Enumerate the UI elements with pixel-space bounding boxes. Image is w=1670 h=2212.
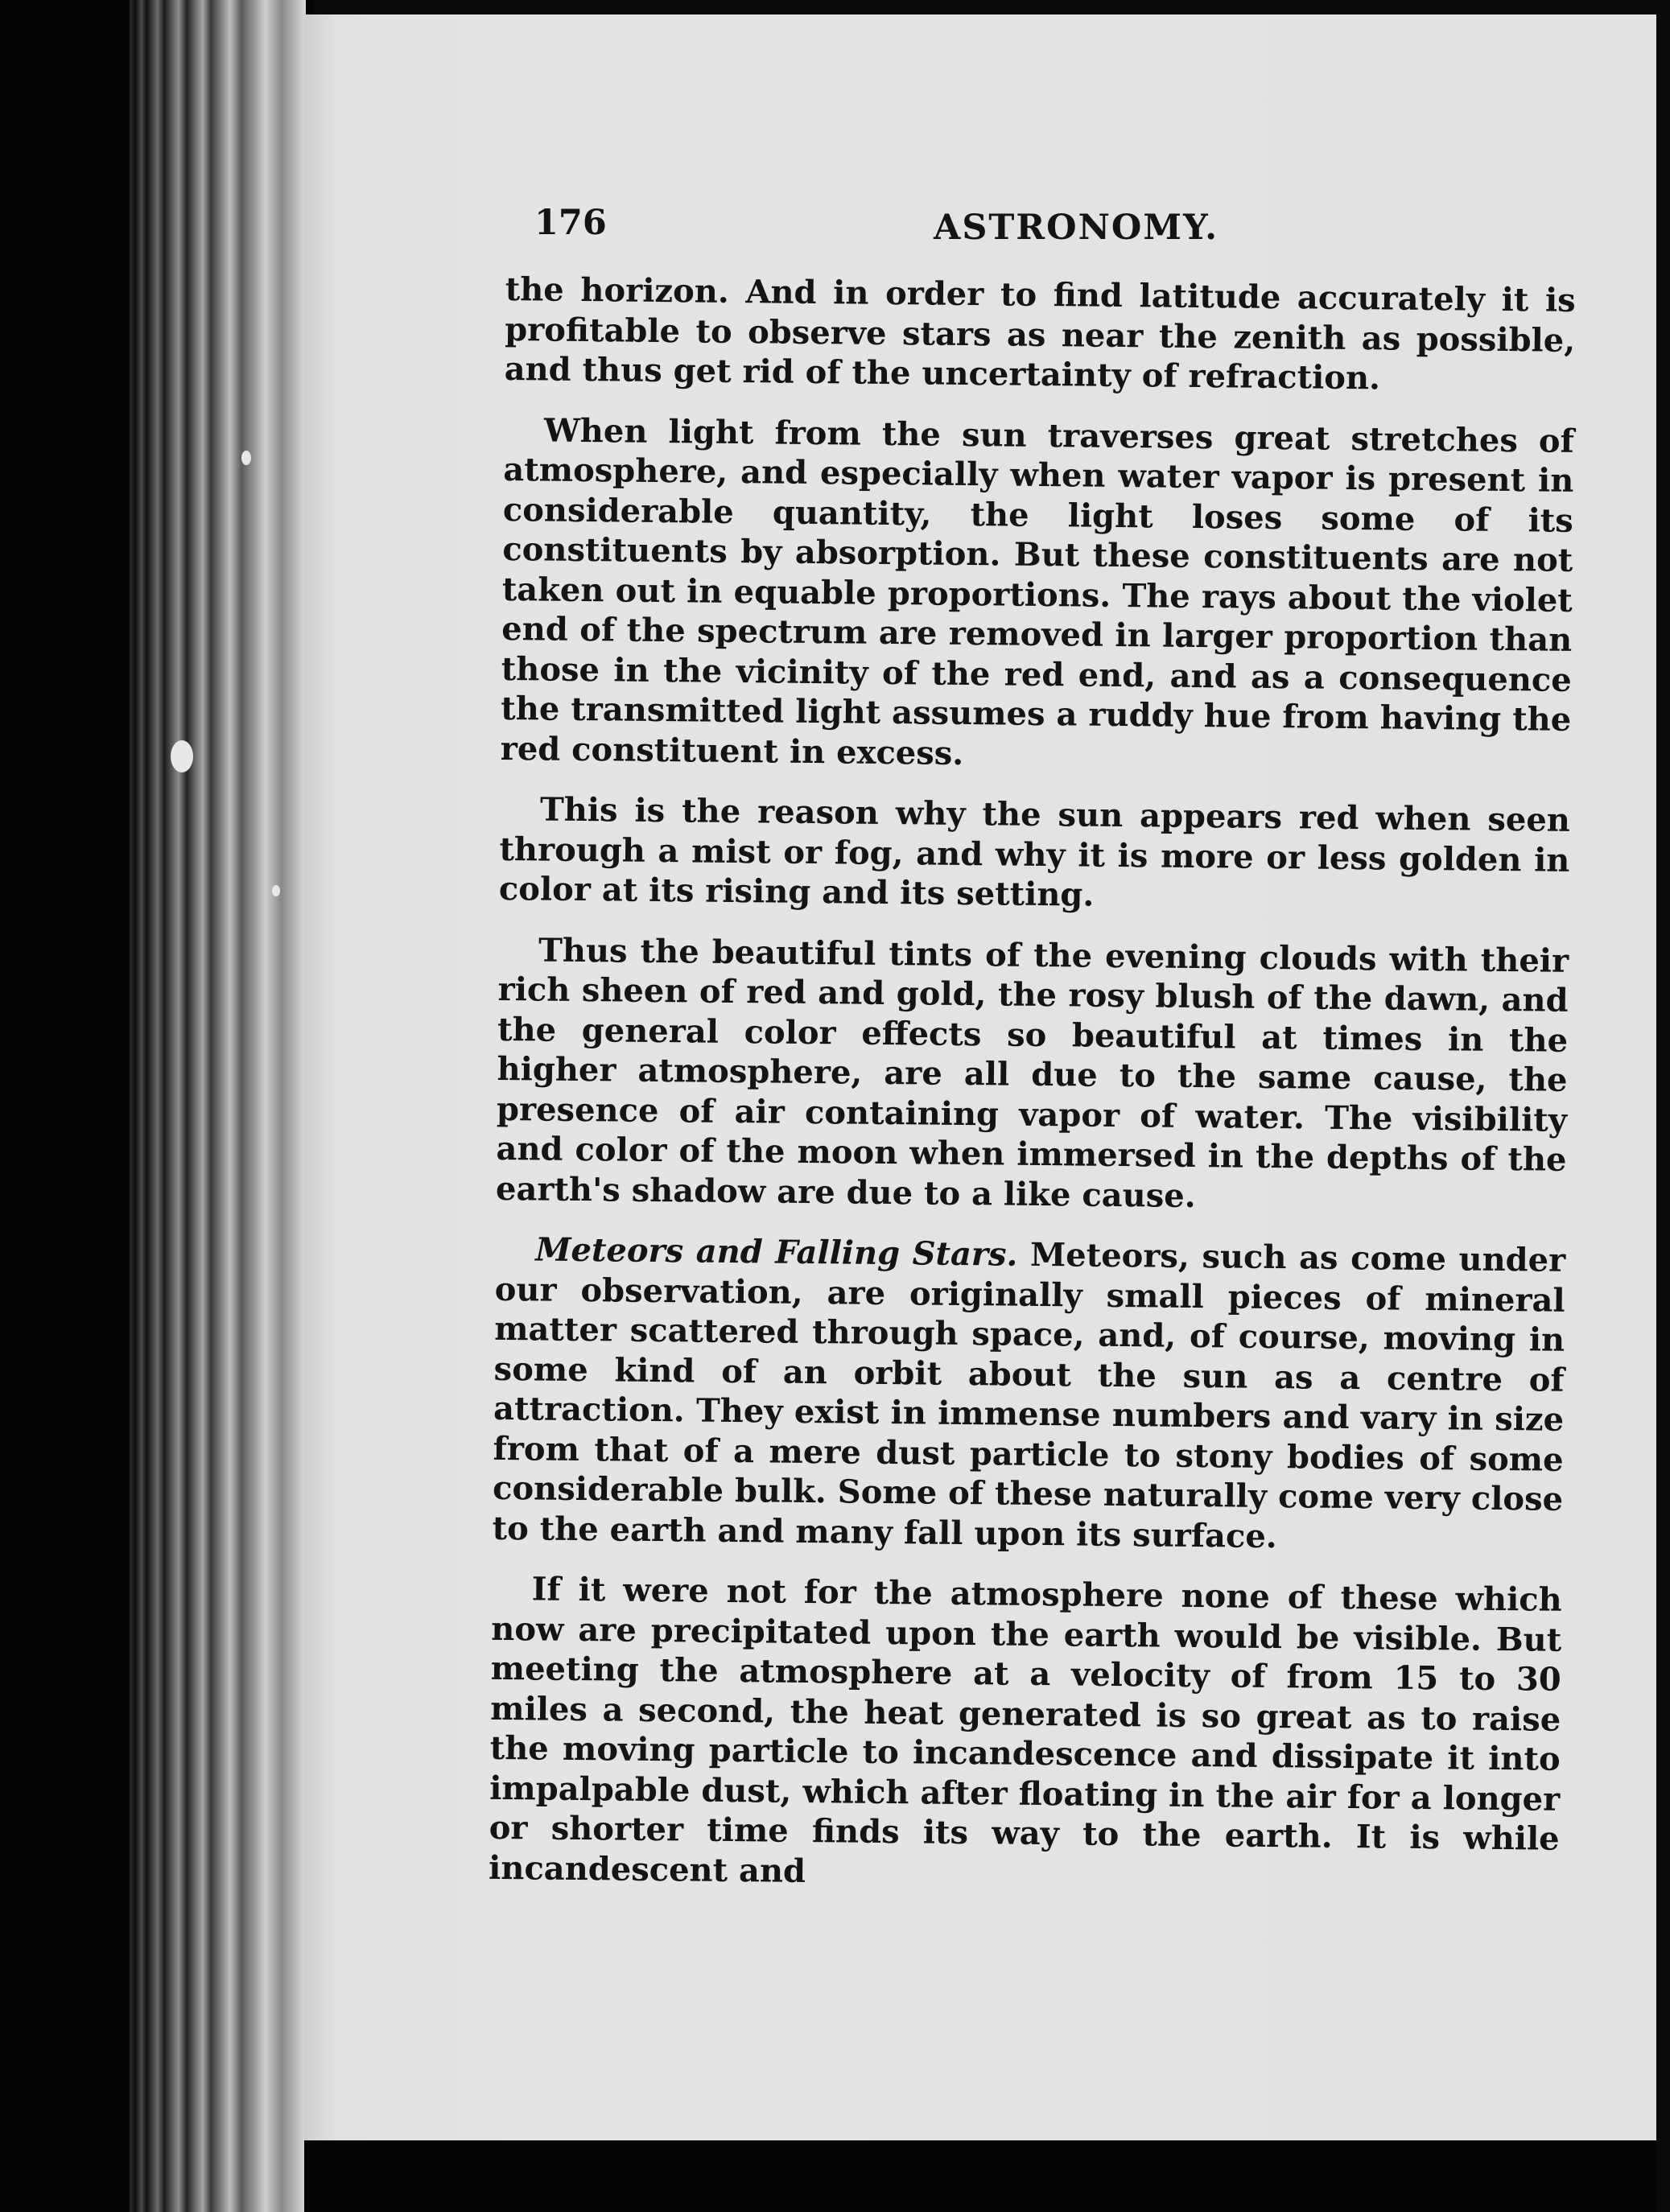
bottom-shadow <box>304 2140 1670 2212</box>
body-text <box>489 270 1576 1920</box>
page-number: 176 <box>534 203 607 243</box>
paragraph <box>492 1230 1565 1559</box>
book-binding-gutter <box>0 0 314 2212</box>
paragraph: the horizon. And in order to find latitude accurately it is profitable to observe stars as near the zenith as possible, and thus get rid of the uncertainty of refraction. <box>504 270 1576 398</box>
running-title: ASTRONOMY. <box>934 208 1219 248</box>
dust-speck <box>241 451 251 465</box>
paragraph: This is the reason why the sun appears red when seen through a mist or fog, and why it is more or less golden in color at its rising and its setting. <box>498 790 1571 914</box>
paragraph-text: Meteors, such as come under our observation, are originally small pieces of mineral matter scattered through space, and, of course, moving in some kind of an orbit about the sun as a centre of attraction. They exist in immense numbers and vary in size from that of a mere dust particle to stony bodies of some considerable bulk. Some of these naturally come very close to the earth and many fall upon its surface. <box>492 1235 1566 1555</box>
paragraph: Thus the beautiful tints of the evening clouds with their rich sheen of red and gold, the rosy blush of the dawn, and the general color effects so beautiful at times in the higher atmosphere, are all due to the same cause, the presence of air containing vapor of water. The visibility and color of the moon when immersed in the depths of the earth's shadow are due to a like cause. <box>495 930 1569 1215</box>
running-head <box>531 203 1585 254</box>
dust-speck <box>272 885 280 896</box>
dust-speck <box>171 740 193 772</box>
paragraph: If it were not for the atmosphere none of these which now are precipitated upon the earth would be visible. But meeting the atmosphere at a velocity of from 15 to 30 miles a second, the heat generated is so great as to raise the moving particle to incandescence and dissipate it into impalpable dust, which after floating in the air for a longer or shorter time finds its way to the earth. It is while incandescent and <box>488 1570 1563 1890</box>
right-edge <box>1656 0 1670 2212</box>
section-heading: Meteors and Falling Stars. <box>535 1230 1018 1274</box>
paragraph: When light from the sun traverses great stretches of atmosphere, and especially when water vapor is present in considerable quantity, the light loses some of its constituents by absorption. But these constituents are not taken out in equable proportions. The rays about the violet end of the spectrum are removed in larger proportion than those in the vicinity of the red end, and as a consequence the transmitted light assumes a ruddy hue from having the red constituent in excess. <box>500 411 1575 772</box>
